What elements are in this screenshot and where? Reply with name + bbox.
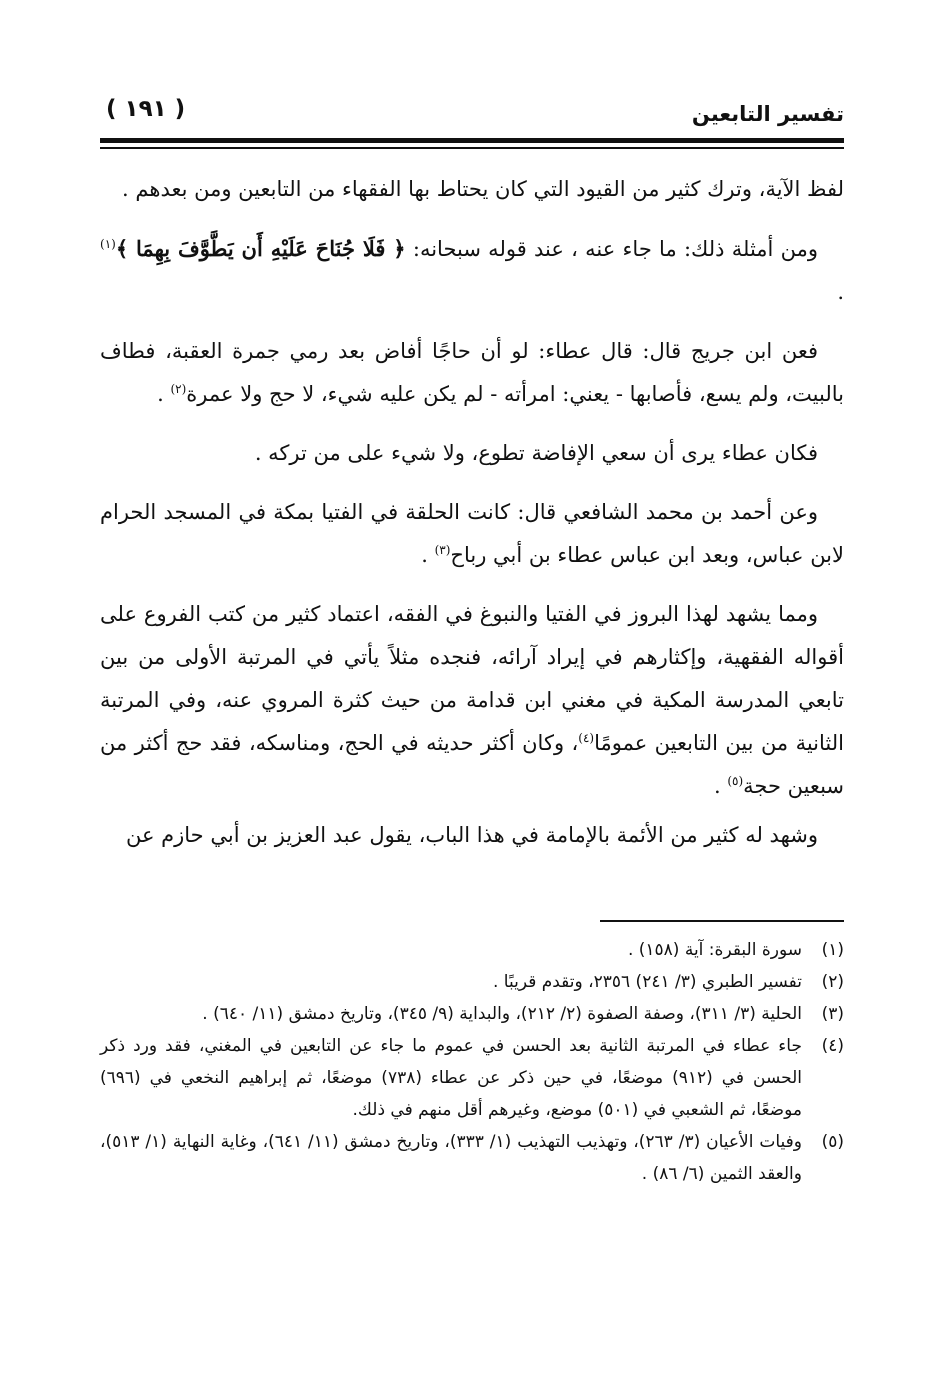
footnote-text: الحلية (٣/ ٣١١)، وصفة الصفوة (٢/ ٢١٢)، والبداية (٩/ ٣٤٥)، وتاريخ دمشق (١١/ ٦٤٠) . — [202, 1004, 802, 1024]
footnote-3 — [100, 998, 844, 1030]
footnote-number: (٥) — [821, 1132, 844, 1152]
footnote-number: (٤) — [821, 1036, 844, 1056]
footnote-text: جاء عطاء في المرتبة الثانية بعد الحسن في عموم ما جاء عن التابعين في المغني، فقد ورد ذكر الحسن في (٩١٢) موضعًا، في حين ذكر عن عطاء (٧٣٨) موضعًا، ثم إبراهيم النخعي في (٦٩٦) موضعًا، ثم الشعبي في (٥٠١) موضع، وغيرهم أقل منهم في ذلك. — [100, 1036, 802, 1120]
header-rule-thick — [100, 138, 844, 143]
main-text — [100, 168, 844, 873]
paragraph-4: فكان عطاء يرى أن سعي الإفاضة تطوع، ولا شيء على من تركه . — [254, 441, 818, 465]
footnote-ref-1[interactable]: (١) — [100, 237, 116, 251]
paragraph-6: ومما يشهد لهذا البروز في الفتيا والنبوغ في الفقه، اعتماد كثير من كتب الفروع على أقواله الفقهية، وإكثارهم في إيراد آرائه، فنجده مثلاً يأتي في المرتبة الأولى من بين تابعي المدرسة المكية في مغني ابن قدامة من حيث كثرة المروي عنه، وفي المرتبة الثانية من بين التابعين عمومًا$^{(٤)}$، وكان أكثر حديثه في الحج، ومناسكه، فقد حج أكثر من سبعين حجة$^{(٥)}$ . — [100, 602, 844, 798]
footnote-ref-3[interactable]: (٣) — [434, 543, 451, 557]
paragraph-5: وعن أحمد بن محمد الشافعي قال: كانت الحلقة في الفتيا بمكة في المسجد الحرام لابن عباس، وبعد ابن عباس عطاء بن أبي رباح$^{(٣)}$ . — [100, 500, 844, 567]
quran-verse: ﴿ فَلَا جُنَاحَ عَلَيْهِ أَن يَطَّوَّفَ بِهِمَا ﴾ — [115, 236, 406, 261]
footnote-4 — [100, 1030, 844, 1126]
header-rule-thin — [100, 147, 844, 149]
paragraph-2: ومن أمثلة ذلك: ما جاء عنه ، عند قوله سبحانه: ﴿ فَلَا جُنَاحَ عَلَيْهِ أَن يَطَّوَّفَ بِهِمَا ﴾$^{(١)}$ . — [100, 236, 844, 304]
footnotes — [100, 934, 844, 1190]
footnote-2 — [100, 966, 844, 998]
footnote-ref-2[interactable]: (٢) — [170, 382, 187, 396]
footnote-number: (١) — [821, 940, 844, 960]
paragraph-1: لفظ الآية، وترك كثير من القيود التي كان يحتاط بها الفقهاء من التابعين ومن بعدهم . — [122, 177, 844, 201]
footnote-number: (٢) — [821, 972, 844, 992]
footnote-ref-5[interactable]: (٥) — [727, 774, 744, 788]
footnote-ref-4[interactable]: (٤) — [578, 731, 595, 745]
footnote-text: سورة البقرة: آية (١٥٨) . — [627, 940, 802, 960]
running-title: تفسير التابعين — [691, 102, 844, 126]
page-number: ( ١٩١ ) — [106, 96, 186, 122]
paragraph-7: وشهد له كثير من الأئمة بالإمامة في هذا الباب، يقول عبد العزيز بن أبي حازم عن — [125, 823, 818, 847]
footnote-1 — [100, 934, 844, 966]
footnote-text: وفيات الأعيان (٣/ ٢٦٣)، وتهذيب التهذيب (١/ ٣٣٣)، وتاريخ دمشق (١١/ ٦٤١)، وغاية النهاية (١/ ٥١٣)، والعقد الثمين (٦/ ٨٦) . — [100, 1132, 803, 1184]
footnote-separator — [600, 920, 844, 922]
footnote-number: (٣) — [821, 1004, 844, 1024]
footnote-5 — [100, 1126, 844, 1190]
footnote-text: تفسير الطبري (٣/ ٢٤١) ٢٣٥٦، وتقدم قريبًا . — [492, 972, 802, 992]
paragraph-3: فعن ابن جريج قال: قال عطاء: لو أن حاجًا أفاض بعد رمي جمرة العقبة، فطاف بالبيت، ولم يسع، فأصابها - يعني: امرأته - لم يكن عليه شيء، لا حج ولا عمرة$^{(٢)}$ . — [100, 339, 844, 406]
page-header — [100, 92, 844, 132]
